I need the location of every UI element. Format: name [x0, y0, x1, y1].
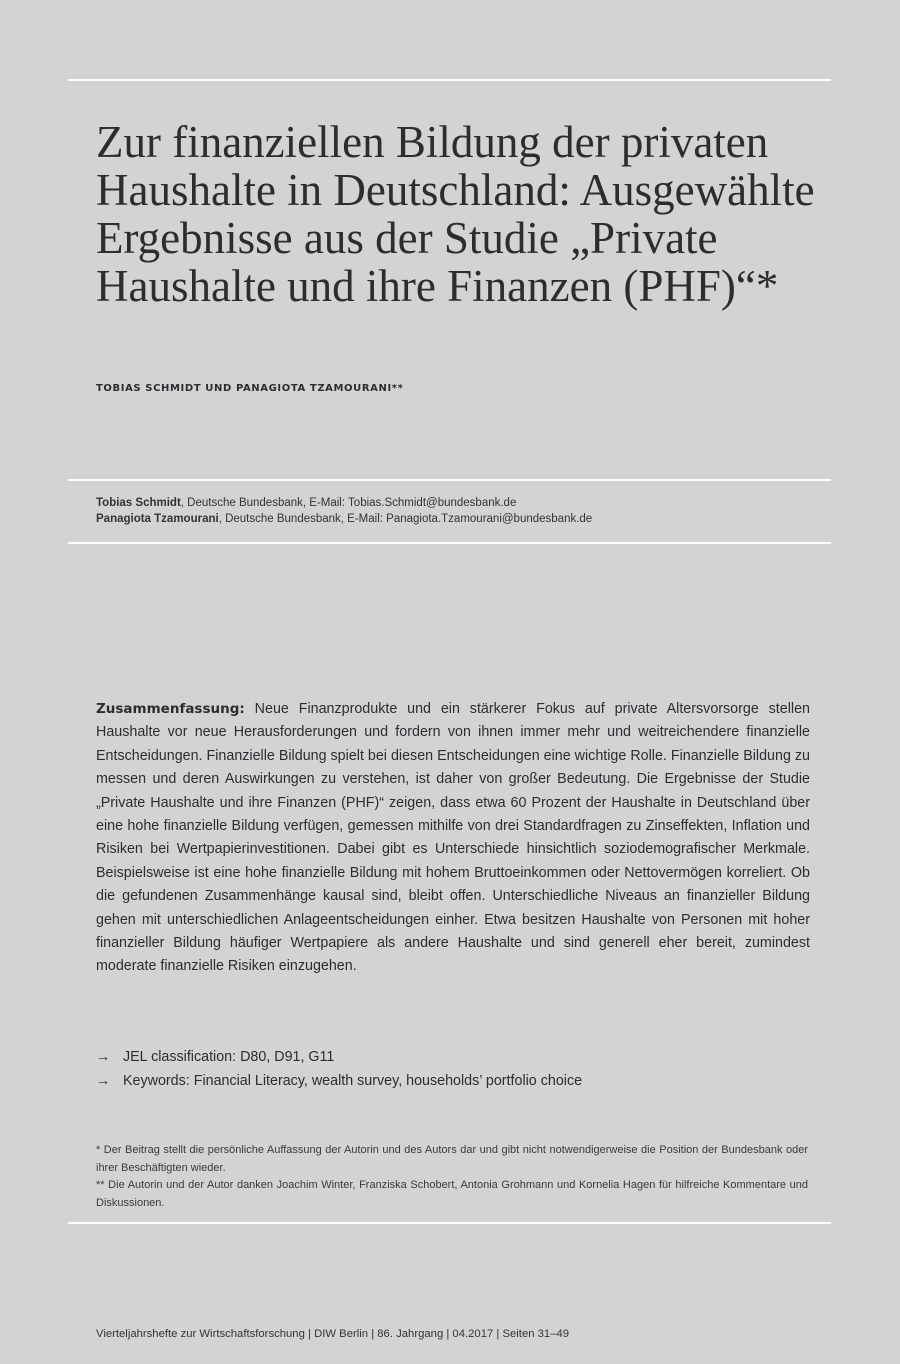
arrow-right-icon: → — [96, 1049, 111, 1065]
affiliation-name: Panagiota Tzamourani — [96, 513, 219, 525]
author-affiliations — [96, 495, 826, 527]
classification-list — [96, 1045, 582, 1093]
abstract-text: Neue Finanzprodukte und ein stärkerer Fokus auf private Altersvorsorge stellen Haushalte vor neue Herausforderungen und fordern von ihnen immer mehr und weitreichendere finanzielle Entscheidungen. Finanzielle Bildung spielt bei diesen Entscheidungen eine wichtige Rolle. Finanzielle Bildung zu messen und deren Auswirkungen zu verstehen, ist daher von großer Bedeutung. Die Ergebnisse der Studie „Private Haushalte und ihre Finanzen (PHF)“ zeigen, dass etwa 60 Prozent der Haushalte in Deutschland über eine hohe finanzielle Bildung verfügen, gemessen mithilfe von drei Standardfragen zu Zinseffekten, Inflation und Risiken bei Wertpapierinvestitionen. Dabei gibt es Unterschiede hinsichtlich soziodemografischer Merkmale. Beispielsweise ist eine hohe finanzielle Bildung mit hohem Bruttoeinkommen oder Nettovermögen korreliert. Ob die gefundenen Zusammenhänge kausal sind, bleibt offen. Unterschiedliche Niveaus an finanzieller Bildung gehen mit unterschiedlichen Anlageentscheidungen einher. Etwa besitzen Haushalte von Personen mit hoher finanzieller Bildung häufiger Wertpapiere als andere Haushalte und sind generell eher bereit, zumindest moderate finanzielle Risiken einzugehen. — [96, 701, 810, 975]
jel-classification — [96, 1045, 582, 1069]
top-rule — [68, 79, 831, 81]
bottom-rule — [68, 1222, 831, 1224]
affiliation-line — [96, 511, 826, 527]
footnote: ** Die Autorin und der Autor danken Joachim Winter, Franziska Schobert, Antonia Grohmann und Kornelia Hagen für hilfreiche Kommentare und Diskussionen. — [96, 1179, 808, 1209]
affiliation-bottom-rule — [68, 542, 831, 544]
abstract — [96, 698, 810, 979]
author-line: TOBIAS SCHMIDT UND PANAGIOTA TZAMOURANI** — [96, 383, 404, 394]
keywords-text: Keywords: Financial Literacy, wealth survey, households’ portfolio choice — [123, 1073, 583, 1089]
affiliation-top-rule — [68, 479, 831, 481]
abstract-label: Zusammenfassung: — [96, 701, 245, 717]
affiliation-detail: , Deutsche Bundesbank, E-Mail: Panagiota.Tzamourani@bundesbank.de — [218, 513, 593, 525]
affiliation-detail: , Deutsche Bundesbank, E-Mail: Tobias.Schmidt@bundesbank.de — [180, 497, 517, 509]
jel-text: JEL classification: D80, D91, G11 — [123, 1049, 335, 1065]
footnote: * Der Beitrag stellt die persönliche Auffassung der Autorin und des Autors dar und gibt nicht notwendigerweise die Position der Bundesbank oder ihrer Beschäftigten wieder. — [96, 1144, 808, 1174]
keywords — [96, 1069, 582, 1093]
affiliation-line — [96, 495, 826, 511]
footnotes — [96, 1142, 808, 1212]
journal-footer: Vierteljahrshefte zur Wirtschaftsforschung | DIW Berlin | 86. Jahrgang | 04.2017 | Seiten 31–49 — [96, 1328, 570, 1340]
affiliation-name: Tobias Schmidt — [96, 497, 181, 509]
article-title: Zur finanziellen Bildung der privaten Haushalte in Deutschland: Ausgewählte Ergebnisse aus der Studie „Private Haushalte und ihre Finanzen (PHF)“* — [96, 117, 815, 311]
arrow-right-icon: → — [96, 1073, 111, 1089]
